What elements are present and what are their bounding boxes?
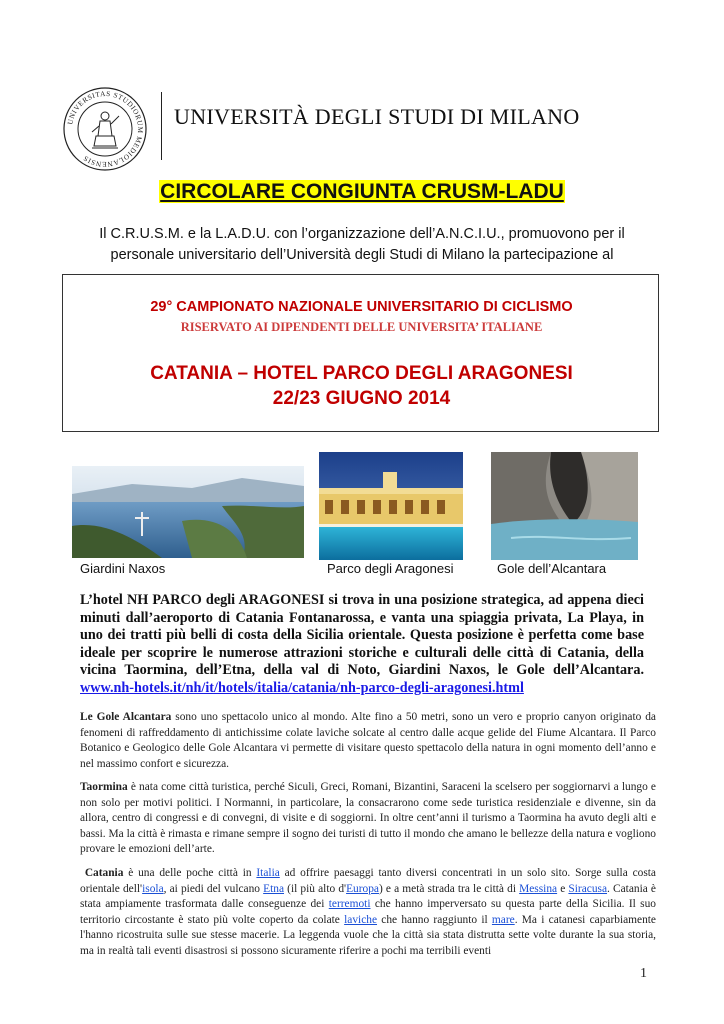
catania-paragraph bbox=[80, 866, 656, 960]
hotel-parco-aragonesi-photo bbox=[319, 452, 463, 560]
taormina-lead: Taormina bbox=[80, 781, 128, 793]
hotel-website-link[interactable]: www.nh-hotels.it/nh/it/hotels/italia/catania/nh-parco-degli-aragonesi.html bbox=[80, 679, 524, 696]
hotel-description bbox=[80, 592, 644, 697]
gole-text: sono uno spettacolo unico al mondo. Alte fino a 50 metri, sono un vero e proprio canyon originato da fenomeni di raffreddamento di antichissime colate laviche solcate al centro dalle acque gelide del Fiume Alcantara. Il Parco Botanico e Geologico delle Gole Alcantara vi permette di visitare questo spettacolo della natura in ogni momento dell’anno e nel massimo confort e sicurezza. bbox=[80, 711, 656, 770]
link-laviche[interactable]: laviche bbox=[344, 913, 378, 926]
link-mare[interactable]: mare bbox=[491, 913, 515, 926]
gole-alcantara-photo bbox=[491, 452, 638, 560]
catania-lead: Catania bbox=[84, 867, 124, 879]
circular-title bbox=[0, 180, 724, 204]
catania-text: (il più alto d' bbox=[284, 882, 347, 895]
university-name: UNIVERSITÀ DEGLI STUDI DI MILANO bbox=[174, 104, 580, 129]
gole-lead: Le Gole Alcantara bbox=[80, 711, 172, 723]
header-divider bbox=[161, 92, 162, 160]
intro-text: Il C.R.U.S.M. e la L.A.D.U. con l’organizzazione dell’A.N.C.I.U., promuovono per il personale universitario dell’Università degli Studi di Milano la partecipazione al bbox=[99, 226, 625, 263]
caption-giardini-naxos: Giardini Naxos bbox=[80, 561, 166, 576]
catania-text: ad offrire paesaggi tanto diversi concentrati in un solo sito. Sorge sulla costa orientale dell' bbox=[80, 867, 656, 895]
catania-text: , ai piedi del vulcano bbox=[163, 882, 264, 895]
catania-text: è una delle poche città in bbox=[123, 867, 257, 879]
giardini-naxos-photo bbox=[72, 466, 304, 558]
link-europa[interactable]: Europa bbox=[346, 882, 379, 895]
circular-title-text: CIRCOLARE CONGIUNTA CRUSM-LADU bbox=[160, 180, 564, 203]
page-number: 1 bbox=[640, 966, 647, 981]
taormina-text: è nata come città turistica, perché Siculi, Greci, Romani, Bizantini, Saraceni la scelsero per soggiornarvi a lungo e non solo per motivi politici. I Normanni, in particolare, la consacrarono come sede turistica residenziale e divenne, sin da allora, centro di congressi e di convegni, di visite e di soggiorni. In oltre cent’anni il turismo a Taormina ha avuto degli alti e bassi. Ma la città è rimasta e rimane sempre il sogno dei turisti di tutto il mondo che amano le bellezze della natura e vogliono provare le emozioni dell’arte. bbox=[80, 781, 656, 856]
event-subtitle: RISERVATO AI DIPENDENTI DELLE UNIVERSITA’ ITALIANE bbox=[180, 320, 543, 334]
event-date: 22/23 GIUGNO 2014 bbox=[272, 388, 451, 409]
university-seal-logo bbox=[62, 86, 148, 172]
taormina-paragraph bbox=[80, 780, 656, 858]
catania-text: che hanno imperversato su questa parte della Sicilia. Il suo territorio circostante è stato più volte coperto da colate bbox=[80, 898, 656, 926]
event-box bbox=[62, 274, 659, 432]
link-etna[interactable]: Etna bbox=[263, 882, 285, 895]
gole-paragraph bbox=[80, 710, 656, 772]
link-terremoti[interactable]: terremoti bbox=[328, 898, 371, 911]
link-messina[interactable]: Messina bbox=[519, 882, 558, 895]
catania-text: che hanno raggiunto il bbox=[377, 913, 492, 926]
catania-text: . Catania è stata ampiamente trasformata dalle conseguenze dei bbox=[80, 882, 656, 911]
hotel-description-text: L’hotel NH PARCO degli ARAGONESI si trova in una posizione strategica, ad appena dieci minuti dall’aeroporto di Catania Fontanarossa, e vanta una spiaggia privata, La Playa, in uno dei tratti più belli di costa della Sicilia orientale. Questa posizione è perfetta come base ideale per scoprire le numerose attrazioni storiche e culturali delle città di Catania, della vicina Taormina, dell’Etna, della val di Noto, Giardini Naxos, le Gole dell’Alcantara. bbox=[80, 592, 644, 678]
event-title: 29° CAMPIONATO NAZIONALE UNIVERSITARIO DI CICLISMO bbox=[150, 299, 573, 315]
svg-text:UNIVERSITAS STUDIORUM MEDIOLAN: UNIVERSITAS STUDIORUM MEDIOLANENSIS bbox=[66, 89, 145, 169]
catania-text: ) e a metà strada tra le città di bbox=[378, 882, 520, 895]
catania-text: e bbox=[557, 882, 569, 895]
catania-text: . Ma i catanesi caparbiamente l'hanno ricostruita sulle sue stesse macerie. La leggenda vuole che la città sia stata distrutta sette volte durante la sua storia, ma in realtà tali eventi disastrosi si possono sicuramente riferire a pochi ma terribili eventi bbox=[80, 913, 656, 957]
link-isola[interactable]: isola bbox=[142, 882, 164, 895]
link-siracusa[interactable]: Siracusa bbox=[568, 882, 608, 895]
caption-gole-alcantara: Gole dell’Alcantara bbox=[497, 561, 607, 576]
link-italia[interactable]: Italia bbox=[256, 867, 280, 879]
caption-parco-aragonesi: Parco degli Aragonesi bbox=[327, 561, 454, 576]
event-place: CATANIA – HOTEL PARCO DEGLI ARAGONESI bbox=[150, 363, 573, 384]
